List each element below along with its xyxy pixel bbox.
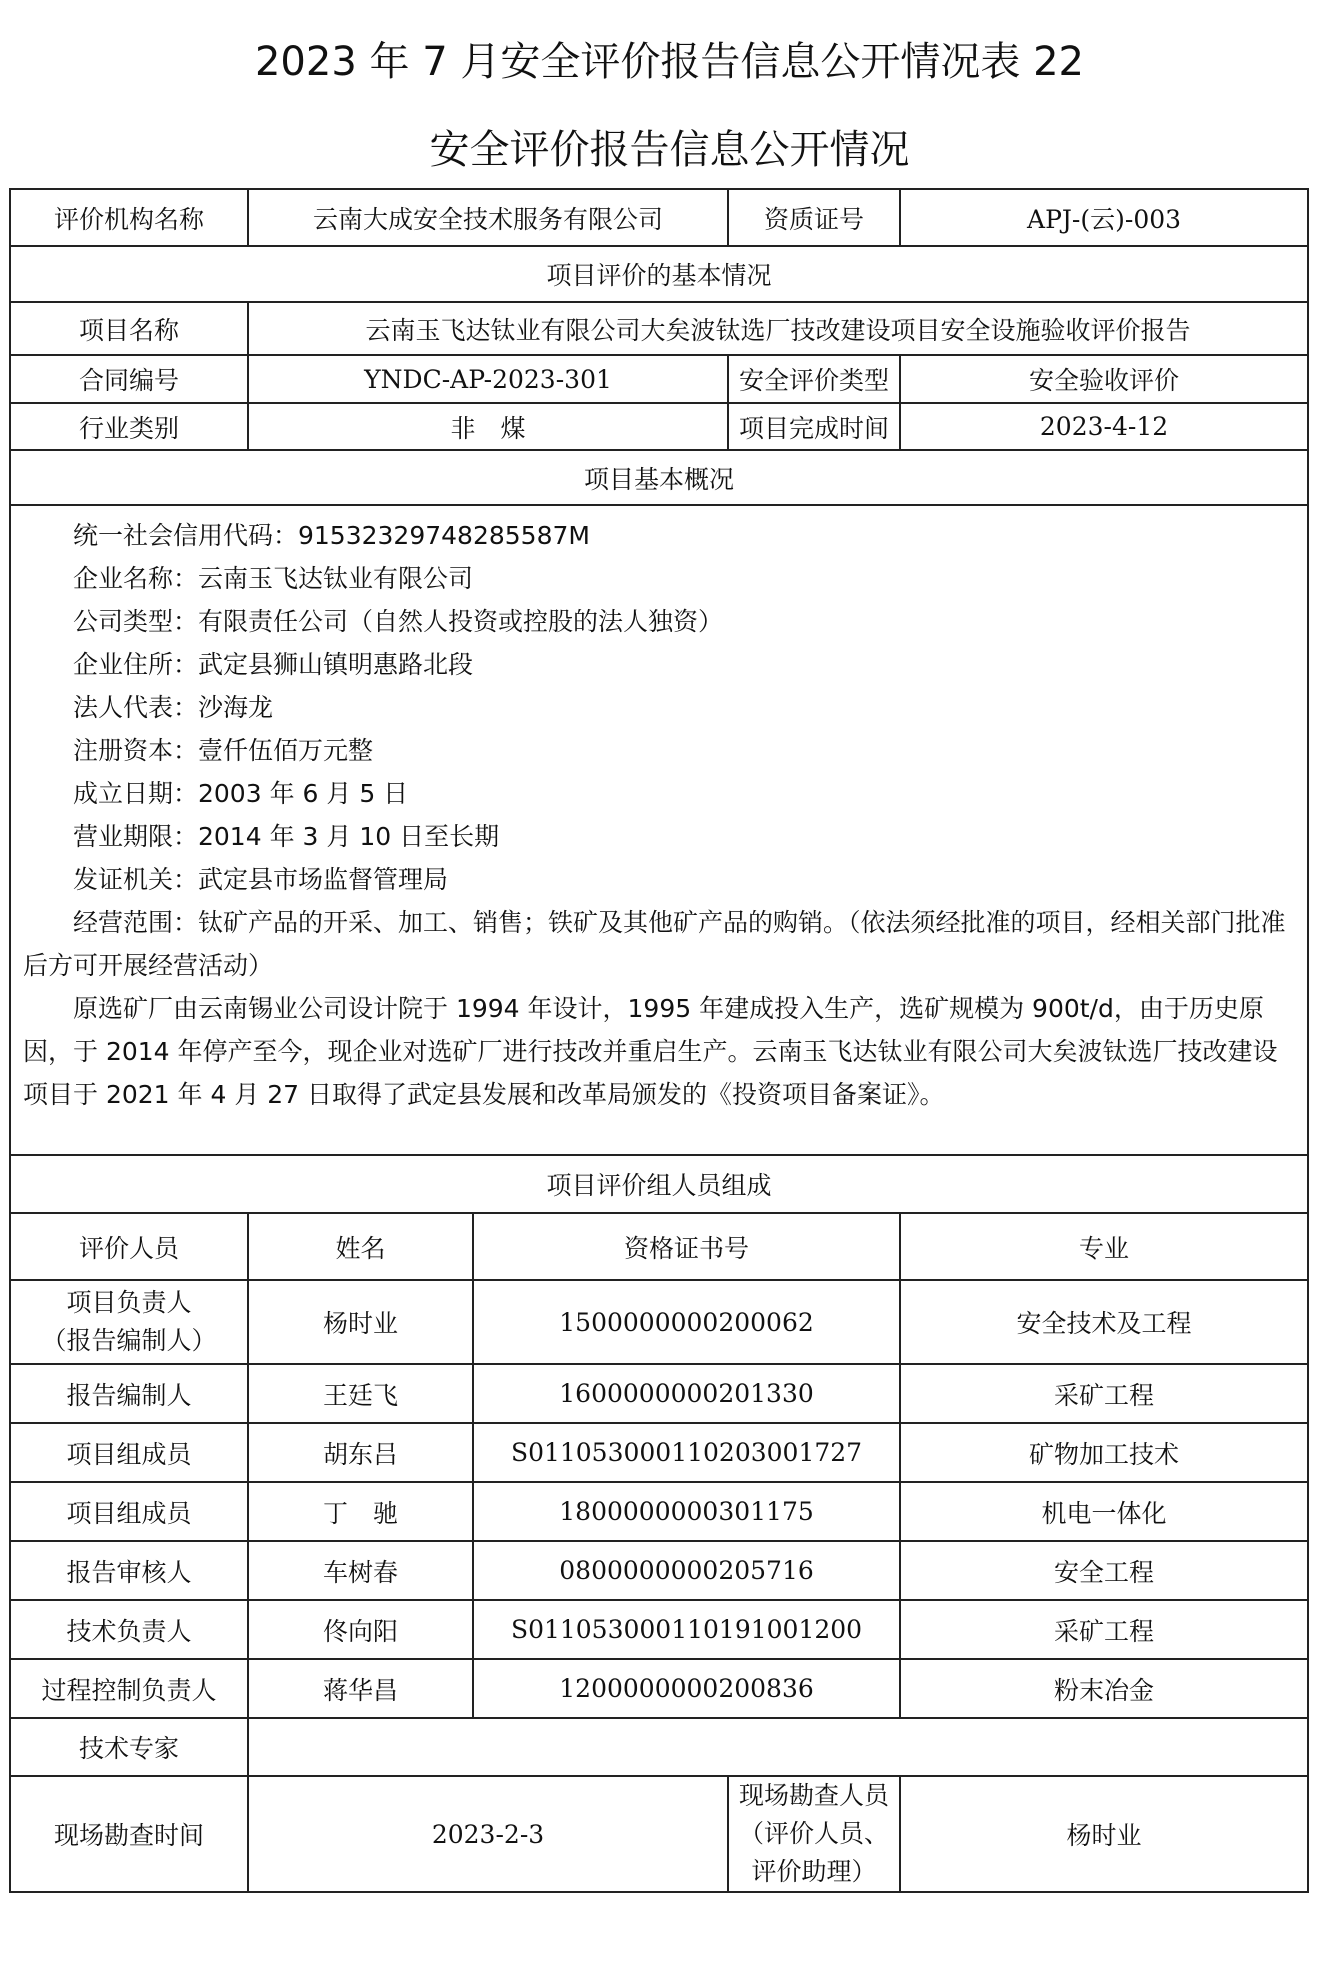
org-name-label: 评价机构名称 [10, 189, 248, 246]
member-major: 安全工程 [900, 1541, 1308, 1600]
table-row [10, 1659, 1308, 1718]
eval-type-label: 安全评价类型 [728, 355, 900, 403]
org-name-value: 云南大成安全技术服务有限公司 [248, 189, 728, 246]
member-name: 佟向阳 [248, 1600, 473, 1659]
page-subtitle: 安全评价报告信息公开情况 [429, 127, 910, 173]
site-people-value: 杨时业 [900, 1776, 1308, 1892]
table-row [10, 1482, 1308, 1541]
cert-label: 资质证号 [728, 189, 900, 246]
site-time-label: 现场勘查时间 [10, 1776, 248, 1892]
member-major: 安全技术及工程 [900, 1280, 1308, 1364]
member-role: 报告编制人 [10, 1364, 248, 1423]
cert-value: APJ-(云)-003 [900, 189, 1308, 246]
project-name-label: 项目名称 [10, 302, 248, 355]
site-row [10, 1776, 1308, 1892]
member-name: 丁 驰 [248, 1482, 473, 1541]
table-row [10, 1423, 1308, 1482]
member-cert: S011053000110191001200 [473, 1600, 900, 1659]
expert-label: 技术专家 [10, 1718, 248, 1776]
basic-section-header: 项目评价的基本情况 [10, 246, 1308, 302]
table-row [10, 1364, 1308, 1423]
org-row [10, 189, 1308, 246]
overview-paragraph: 统一社会信用代码：91532329748285587M [73, 521, 590, 550]
member-cert: S011053000110203001727 [473, 1423, 900, 1482]
member-name: 胡东吕 [248, 1423, 473, 1482]
table-row [10, 1280, 1308, 1364]
finish-date-label: 项目完成时间 [728, 403, 900, 450]
member-major: 采矿工程 [900, 1364, 1308, 1423]
industry-value: 非 煤 [248, 403, 728, 450]
team-col-major: 专业 [900, 1213, 1308, 1280]
overview-paragraph: 企业住所：武定县狮山镇明惠路北段 [73, 650, 474, 679]
contract-label: 合同编号 [10, 355, 248, 403]
member-major: 机电一体化 [900, 1482, 1308, 1541]
member-name: 王廷飞 [248, 1364, 473, 1423]
member-role: 项目组成员 [10, 1482, 248, 1541]
member-cert: 1200000000200836 [473, 1659, 900, 1718]
member-role: 项目负责人 （报告编制人） [10, 1280, 248, 1364]
team-header-row [10, 1213, 1308, 1280]
site-time-value: 2023-2-3 [248, 1776, 728, 1892]
member-major: 粉末冶金 [900, 1659, 1308, 1718]
team-col-role: 评价人员 [10, 1213, 248, 1280]
finish-date-value: 2023-4-12 [900, 403, 1308, 450]
overview-paragraph: 原选矿厂由云南锡业公司设计院于 1994 年设计，1995 年建成投入生产，选矿规模为 900t/d，由于历史原因，于 2014 年停产至今，现企业对选矿厂进行技改并重启生产。云南玉飞达钛业有限公司大矣波钛选厂技改建设项目于 2021 年 4 月 27 日取得了武定县发展和改革局颁发的《投资项目备案证》。 [23, 994, 1278, 1109]
member-cert: 1600000000201330 [473, 1364, 900, 1423]
member-role: 项目组成员 [10, 1423, 248, 1482]
member-cert: 1500000000200062 [473, 1280, 900, 1364]
member-role: 技术负责人 [10, 1600, 248, 1659]
overview-content [10, 505, 1308, 1155]
member-cert: 0800000000205716 [473, 1541, 900, 1600]
expert-value [248, 1718, 1308, 1776]
member-role: 过程控制负责人 [10, 1659, 248, 1718]
overview-paragraph: 注册资本：壹仟伍佰万元整 [73, 736, 374, 765]
eval-type-value: 安全验收评价 [900, 355, 1308, 403]
overview-section-header: 项目基本概况 [10, 450, 1308, 505]
member-cert: 1800000000301175 [473, 1482, 900, 1541]
member-name: 杨时业 [248, 1280, 473, 1364]
table-row [10, 1600, 1308, 1659]
member-major: 矿物加工技术 [900, 1423, 1308, 1482]
member-name: 车树春 [248, 1541, 473, 1600]
contract-value: YNDC-AP-2023-301 [248, 355, 728, 403]
member-name: 蒋华昌 [248, 1659, 473, 1718]
overview-paragraph: 营业期限：2014 年 3 月 10 日至长期 [73, 822, 500, 851]
overview-paragraph: 成立日期：2003 年 6 月 5 日 [73, 779, 409, 808]
member-role: 报告审核人 [10, 1541, 248, 1600]
project-name-value: 云南玉飞达钛业有限公司大矣波钛选厂技改建设项目安全设施验收评价报告 [248, 302, 1308, 355]
team-col-cert: 资格证书号 [473, 1213, 900, 1280]
overview-paragraph: 发证机关：武定县市场监督管理局 [73, 865, 449, 894]
overview-paragraph: 法人代表：沙海龙 [73, 693, 274, 722]
industry-label: 行业类别 [10, 403, 248, 450]
overview-paragraph: 公司类型：有限责任公司（自然人投资或控股的法人独资） [73, 607, 724, 636]
page-title: 2023 年 7 月安全评价报告信息公开情况表 22 [254, 39, 1084, 85]
team-section-header: 项目评价组人员组成 [10, 1155, 1308, 1213]
report-table [9, 188, 1309, 1893]
table-row [10, 1541, 1308, 1600]
overview-paragraph: 经营范围：钛矿产品的开采、加工、销售；铁矿及其他矿产品的购销。（依法须经批准的项目，经相关部门批准后方可开展经营活动） [23, 908, 1286, 980]
site-people-label: 现场勘查人员 （评价人员、评价助理） [728, 1776, 900, 1892]
member-major: 采矿工程 [900, 1600, 1308, 1659]
overview-paragraph: 企业名称：云南玉飞达钛业有限公司 [73, 564, 474, 593]
team-col-name: 姓名 [248, 1213, 473, 1280]
